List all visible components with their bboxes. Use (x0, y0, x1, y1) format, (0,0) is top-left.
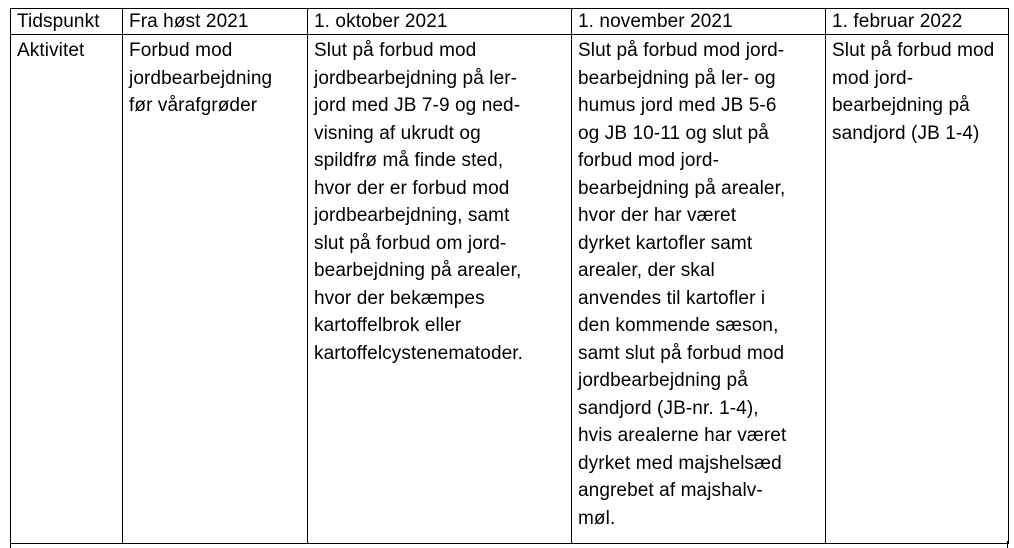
activity-row (11, 35, 1009, 544)
activity-cell-october-2021: Slut på forbud mod jordbearbejdning på ler- jord med JB 7-9 og ned- visning af ukrudt og spildfrø må finde sted, hvor der er forbud mod jordbearbejdning, samt slut på forbud om jord- bearbejdning på arealer, hvor der bekæmpes kartoffelbrok eller kartoffelcystenematoder. (308, 35, 572, 544)
header-cell-october-2021: 1. oktober 2021 (308, 9, 572, 35)
activity-cell-november-2021: Slut på forbud mod jord- bearbejdning på ler- og humus jord med JB 5-6 og JB 10-11 og slut på forbud mod jord- bearbejdning på arealer, hvor der har været dyrket kartofler samt arealer, der skal anvendes til kartofler i den kommende sæson, samt slut på forbud mod jordbearbejdning på sandjord (JB-nr. 1-4), hvis arealerne har været dyrket med majshelsæd angrebet af majshalv- møl. (572, 35, 826, 544)
activity-cell-fall-2021: Forbud mod jordbearbejdning før vårafgrøder (123, 35, 308, 544)
header-row (11, 9, 1009, 35)
schedule-table (10, 8, 1009, 544)
header-label-cell: Tidspunkt (11, 9, 123, 35)
activity-label-cell: Aktivitet (11, 35, 123, 544)
next-row-edge (10, 541, 1008, 548)
header-cell-february-2022: 1. februar 2022 (826, 9, 1009, 35)
activity-cell-february-2022: Slut på forbud mod mod jord- bearbejdning på sandjord (JB 1-4) (826, 35, 1009, 544)
header-cell-november-2021: 1. november 2021 (572, 9, 826, 35)
header-cell-fall-2021: Fra høst 2021 (123, 9, 308, 35)
